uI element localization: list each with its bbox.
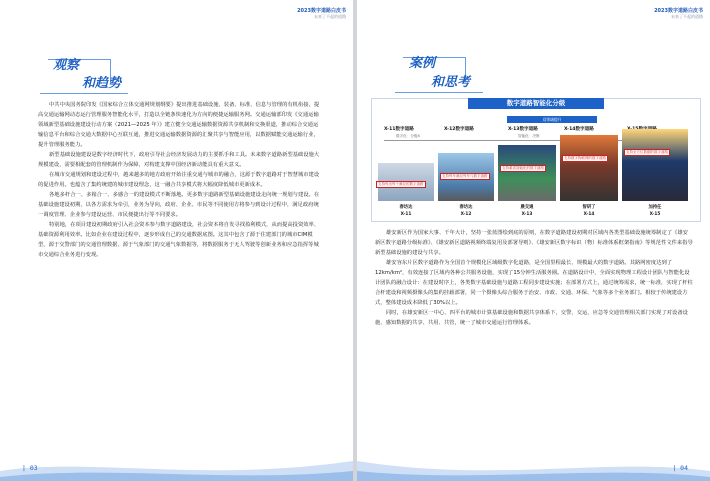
paragraph: 雄安新区作为国家大事、千年大计，坚持一张蓝图绘到底的原则，在数字道路建设初期对区域内各类型基础设施统筹制定了《雄安新区数字道路分级标准》、《雄安新区道路视频终端复用及部署导则》、《雄安新区数字标识（物）标准体系框架指南》等规范性文件来指导新型基础设施的建设与共享。 <box>375 230 693 256</box>
section-title-line2: 和趋势 <box>82 76 122 91</box>
level-tile <box>560 135 618 201</box>
page-number: | 03 <box>22 464 38 472</box>
tile-city: 智研了 <box>582 205 596 210</box>
paragraph: 同时，在雄安新区一中心、四平台的城市计算基础设施和数据共享体系下，交警、交运、应急等交通管理相关部门实现了对设备设施、感知数据的共享、共用、共管，统一了城市交通运行管理体系。 <box>375 310 688 326</box>
diagram-tag: 支持数字物联网的数字道路 <box>564 156 606 160</box>
level-label: X-13数字道路 <box>508 127 538 132</box>
tile-label: X-15 <box>649 212 661 217</box>
title-underline <box>40 93 128 94</box>
page-number-value: 04 <box>680 464 688 472</box>
tile-label: X-11 <box>400 212 412 217</box>
level-sub: 数字化：分级X <box>396 134 421 138</box>
paragraph: 各地多杆合一、多箱合一、多感合一的建设模式不断落地。更多数字道路新型基础设施建设走向统一规划与建设。在基础设施建设初期，以各方需求为牵引，业务为导向，政府、企业、市民等不同使用方将参与到设计过程中，满足政府统一调度管理、企业参与建设运营、市民便捷出行等不同要求。 <box>38 192 320 218</box>
right-body <box>375 228 693 328</box>
diagram-title: 数字道路智能化分级 <box>468 98 604 109</box>
header-subtitle: 未来了不起的道路 <box>314 14 346 19</box>
tile-label: X-14 <box>583 212 595 217</box>
section-title-line1: 观察 <box>53 58 80 73</box>
left-body <box>38 100 322 260</box>
level-tile <box>622 129 688 201</box>
diagram-tag: 支持全方位数据的数字道路 <box>626 150 668 154</box>
level-tile <box>498 145 556 201</box>
left-page <box>0 0 353 481</box>
paragraph: 特别地，在项目建设初期政府引入社会资本参与数字道路建设，社会资本将自发寻找盈利模式，从而提高投资效率、基础资源利用效率。比如企业在建设过程中，逐步形成自己的交通数据底图。这其中包含了源于住建部门的城市CIM模型，源于交警部门的交通管理数据、源于气象部门的交通气象数据等，将数据服务于无人驾驶等创新业务和应急指挥等城市交通综合业务进行变现。 <box>38 222 320 258</box>
band-label: 双领域提升 <box>507 116 597 123</box>
paragraph: 雄安容东片区数字道路作为全国首个规模化区域级数字化道路，是全国里程最长、规模最大的数字道路。其路网密度达到了12km/km²，有效连接了区域内各种公共服务设施，实现了15分钟生活服务圈。在道路设计中，全面实现物理工程设计团队与智能化设计团队的融合设计：在建设时序上，各类数字基础设施与道路工程同步建设实施；在部署方式上，通过统筹需求，统一标准，实现了杆柱合杆建设和视频摄像头的集约挂载部署，同一个摄像头综合服务于治安、市政、交通、环保、气象等多个业务部门。相较于传统建设方式，整体建设成本降低了30%以上。 <box>375 260 693 306</box>
road-level-diagram <box>371 98 701 222</box>
header-subtitle: 未来了不起的道路 <box>671 14 703 19</box>
header-title: 2023数字道路白皮书 <box>654 8 703 14</box>
paragraph: 在城市交通规划和建设过程中，越来越多的地方政府开始注重交通与城市的融合，这源于数字道路对于智慧城市建设的促进作用。也蕴含了集约统建的城市建设理念，这一融合共享模式将大幅度降低城市更新成本。 <box>38 172 320 188</box>
tile-label: X-13 <box>521 212 533 217</box>
diagram-tag: 支持每出每个满足的数字道路 <box>378 182 424 186</box>
diagram-tag: 支持每车满足每车与数字道路 <box>442 174 488 178</box>
level-sub: 智能化：决断 <box>518 134 540 138</box>
title-underline <box>395 92 483 93</box>
right-page <box>357 0 710 481</box>
diagram-tag: 支持重高智能化的数字道路 <box>502 166 544 170</box>
level-label: X-14数字道路 <box>564 127 594 132</box>
right-header <box>597 8 703 20</box>
tile-city: 春坊达 <box>459 205 473 210</box>
level-label: X-11数字道路 <box>384 127 414 132</box>
tile-city: 加持任 <box>648 205 662 210</box>
page-number: | 04 <box>672 464 688 472</box>
section-title-line2: 和思考 <box>431 75 471 90</box>
footer-wave <box>0 453 353 481</box>
page-number-value: 03 <box>29 464 38 472</box>
tile-city: 晨交通 <box>520 205 534 210</box>
header-title: 2023数字道路白皮书 <box>297 8 346 14</box>
paragraph: 新型基础设施建设是数字经济时代下，政府引导社会经济发展动力的主要抓手和工具。未来数字道路新型基础设施大规模建设，需要相配套的管理机制作为保障，对构建支撑中国经济新动能具有重大意义。 <box>38 152 320 168</box>
footer-wave <box>357 453 710 481</box>
tile-label: X-12 <box>460 212 472 217</box>
section-title-line1: 案例 <box>409 56 436 71</box>
level-label: X-12数字道路 <box>444 127 474 132</box>
paragraph: 中共中央国务院印发《国家综合立体交通网规划纲要》提出推进基础设施、装备、标准、信息与管理的有机衔接，提高交通运输网动态运行管理服务智能化水平，打造以全链条快速化为方向的便捷运输服务网。交通运输部印发《交通运输领域新型基础设施建设行动方案（2021—2025 年）》建立健全交通运输数据资源共享机制和交换渠道，推动综合交通运输信息平台和综合交通大数据中心互联互通，推进交通运输数据资源的汇聚共享与智能应用，以数据赋能交通运输行业，提升管理服务能力。 <box>38 102 320 148</box>
tile-city: 春坊达 <box>399 205 413 210</box>
left-header <box>240 8 346 20</box>
